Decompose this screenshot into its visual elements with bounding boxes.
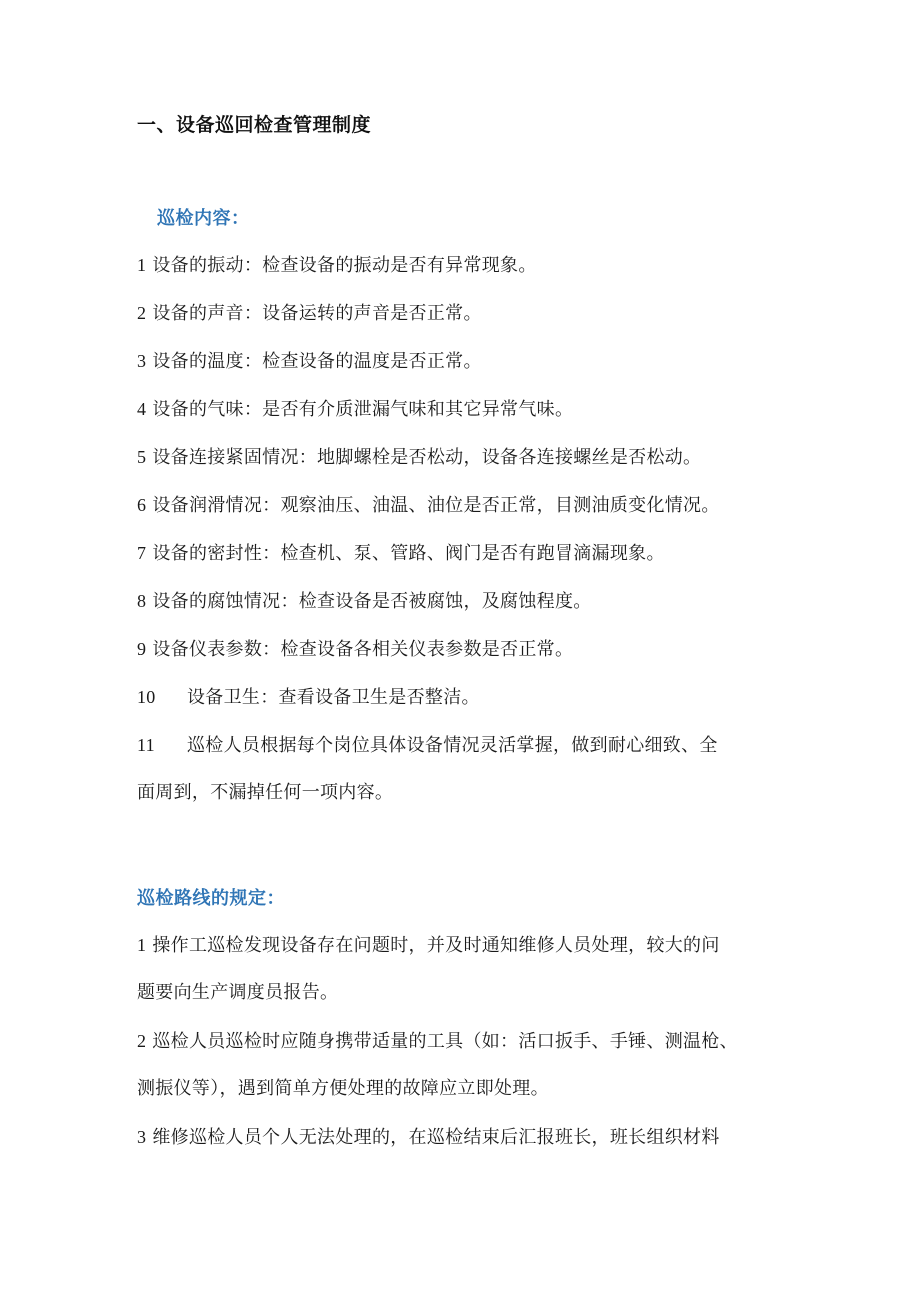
list-item-continuation: 面周到，不漏掉任何一项内容。: [137, 782, 394, 803]
list-item: 6 设备润滑情况：观察油压、油温、油位是否正常，目测油质变化情况。: [137, 495, 720, 516]
list-item-continuation: 测振仪等），遇到简单方便处理的故障应立即处理。: [137, 1078, 549, 1099]
list-item: 9 设备仪表参数：检查设备各相关仪表参数是否正常。: [137, 639, 574, 660]
list-item: 5 设备连接紧固情况：地脚螺栓是否松动，设备各连接螺丝是否松动。: [137, 447, 702, 468]
list-item: 3 设备的温度：检查设备的温度是否正常。: [137, 351, 482, 372]
list-item: 1 操作工巡检发现设备存在问题时，并及时通知维修人员处理，较大的问: [137, 935, 720, 956]
list-item: 4 设备的气味：是否有介质泄漏气味和其它异常气味。: [137, 399, 574, 420]
list-item: 1 设备的振动：检查设备的振动是否有异常现象。: [137, 255, 537, 276]
list-item: 7 设备的密封性：检查机、泵、管路、阀门是否有跑冒滴漏现象。: [137, 543, 665, 564]
section-heading-inspection-route: 巡检路线的规定：: [137, 888, 285, 909]
list-item: 2 设备的声音：设备运转的声音是否正常。: [137, 303, 482, 324]
list-item: 3 维修巡检人员个人无法处理的，在巡检结束后汇报班长，班长组织材料: [137, 1127, 720, 1148]
list-item: 10 设备卫生：查看设备卫生是否整洁。: [137, 687, 480, 708]
list-item: 2 巡检人员巡检时应随身携带适量的工具（如：活口扳手、手锤、测温枪、: [137, 1031, 738, 1052]
list-item: 11 巡检人员根据每个岗位具体设备情况灵活掌握，做到耐心细致、全: [137, 735, 718, 756]
list-item: 8 设备的腐蚀情况：检查设备是否被腐蚀，及腐蚀程度。: [137, 591, 592, 612]
section-heading-inspection-content: 巡检内容：: [157, 208, 250, 229]
document-title: 一、设备巡回检查管理制度: [137, 114, 372, 136]
list-item-continuation: 题要向生产调度员报告。: [137, 982, 339, 1003]
